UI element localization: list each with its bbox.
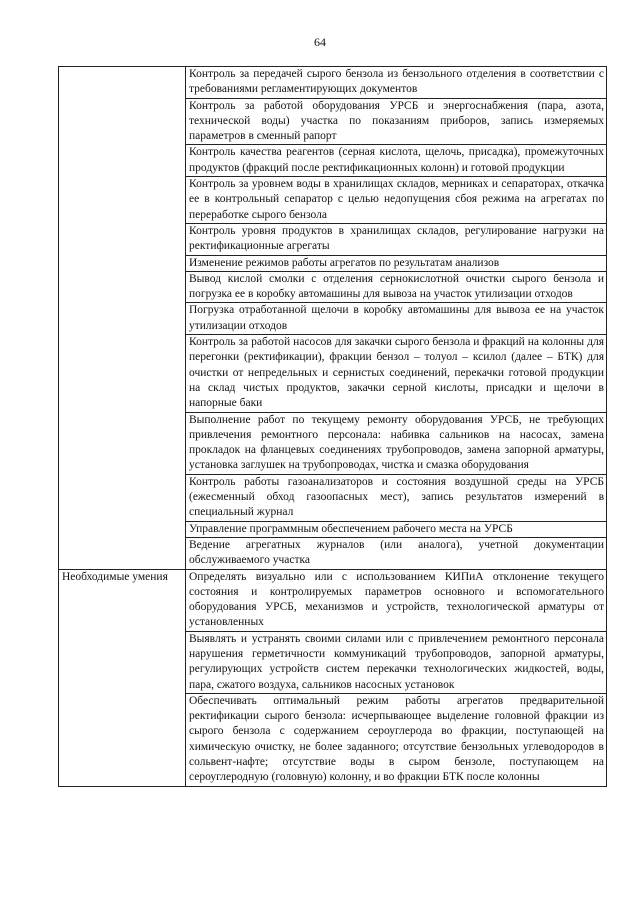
list-item: Контроль уровня продуктов в хранилищах складов, регулирование нагрузки на ректификационные агрегаты (186, 223, 607, 255)
list-item: Ведение агрегатных журналов (или аналога), учетной документации обслуживаемого участка (186, 537, 607, 569)
list-item: Выявлять и устранять своими силами или с привлечением ремонтного персонала нарушения герметичности коммуникаций трубопроводов, запорной арматуры, регулирующих устройств систем перекачки технологических жидкостей, воды, пара, сжатого воздуха, сальников насосных установок (186, 631, 607, 693)
section-label-actions (59, 67, 186, 570)
list-item: Контроль за работой насосов для закачки сырого бензола и фракций на колонны для перегонки (ректификации), фракции бензол – толуол – ксилол (далее – БТК) для очистки от непредельных и сернистых соединений, перекачки готовой продукции на склад чистых продуктов, закачки серной кислоты, присадки и щелочи в напорные баки (186, 335, 607, 412)
labor-functions-table (58, 66, 607, 787)
list-item: Контроль качества реагентов (серная кислота, щелочь, присадка), промежуточных продуктов (фракций после ректификационных колонн) и готовой продукции (186, 145, 607, 177)
list-item: Контроль за работой оборудования УРСБ и энергоснабжения (пара, азота, технической воды) участка по показаниям приборов, запись измеряемых параметров в сменный рапорт (186, 98, 607, 145)
page-number: 64 (314, 35, 326, 49)
section-label-skills: Необходимые умения (59, 569, 186, 786)
list-item: Определять визуально или с использованием КИПиА отклонение текущего состояния и контролируемых параметров основного и вспомогательного оборудования УРСБ, механизмов и устройств, технологической арматуры от установленных (186, 569, 607, 631)
list-item: Изменение режимов работы агрегатов по результатам анализов (186, 255, 607, 271)
list-item: Выполнение работ по текущему ремонту оборудования УРСБ, не требующих привлечения ремонтного персонала: набивка сальников на насосах, замена прокладок на фланцевых соединениях трубопроводов, замена запорной арматуры, установка заглушек на трубопроводах, чистка и смазка оборудования (186, 412, 607, 474)
table-row (59, 67, 607, 99)
list-item: Погрузка отработанной щелочи в коробку автомашины для вывоза ее на участок утилизации отходов (186, 303, 607, 335)
list-item: Вывод кислой смолки с отделения сернокислотной очистки сырого бензола и погрузка ее в коробку автомашины для вывоза на участок утилизации отходов (186, 271, 607, 303)
list-item: Управление программным обеспечением рабочего места на УРСБ (186, 521, 607, 537)
list-item: Контроль за уровнем воды в хранилищах складов, мерниках и сепараторах, откачка ее в контрольный сепаратор с целью недопущения сбоя режима на агрегатах по переработке сырого бензола (186, 177, 607, 224)
list-item: Контроль работы газоанализаторов и состояния воздушной среды на УРСБ (ежесменный обход газоопасных мест), запись результатов измерений в специальный журнал (186, 474, 607, 521)
list-item: Контроль за передачей сырого бензола из бензольного отделения в соответствии с требованиями регламентирующих документов (186, 67, 607, 99)
list-item: Обеспечивать оптимальный режим работы агрегатов предварительной ректификации сырого бензола: исчерпывающее выделение головной фракции из сырого бензола с содержанием сероуглерода во фракции, поступающей на химическую очистку, не более заданного; отсутствие бензольных углеводородов в сольвент-нафте; отсутствие воды в сыром бензоле, поступающем на сероуглеродную (головную) колонну, и во фракции БТК после колонны (186, 693, 607, 786)
table-row (59, 569, 607, 631)
